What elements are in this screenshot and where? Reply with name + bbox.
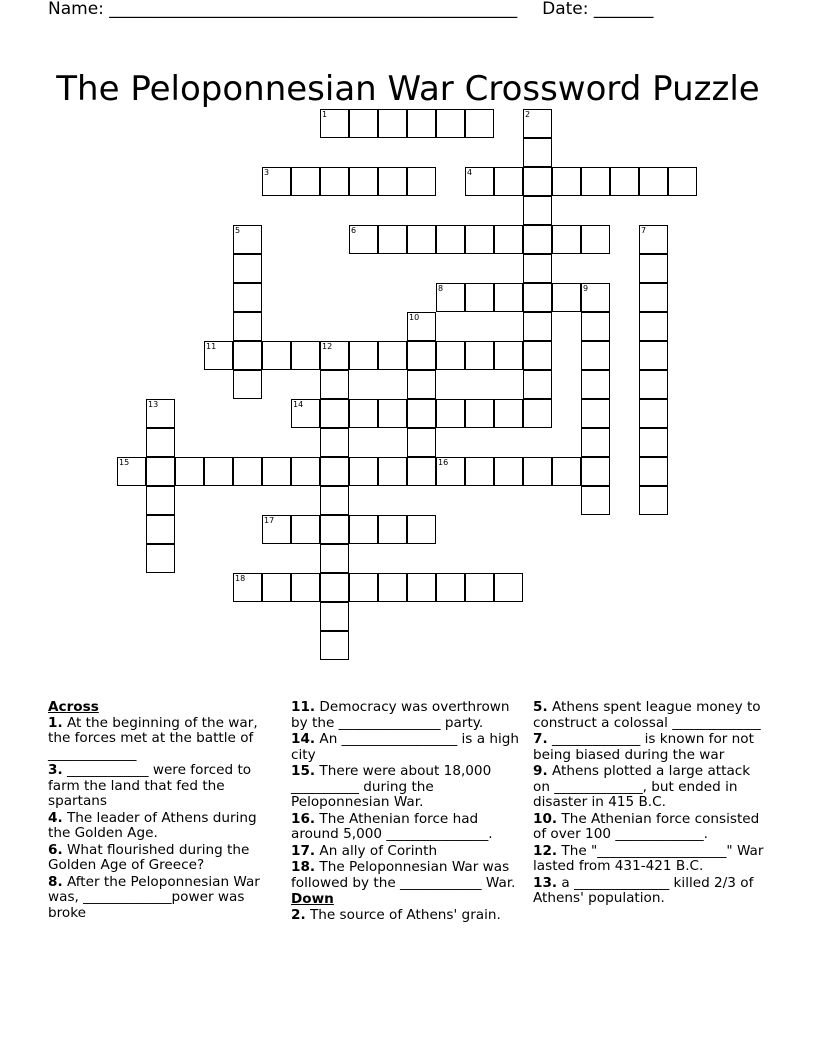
clue-text: Democracy was overthrown by the _______________ party. [291, 699, 510, 731]
grid-cell[interactable] [146, 544, 175, 573]
grid-cell[interactable] [523, 167, 552, 196]
clue-item [291, 764, 523, 811]
clue-number: 8 [438, 284, 444, 293]
grid-cell[interactable] [291, 573, 320, 602]
grid-cell[interactable] [465, 457, 494, 486]
clue-text: Athens spent league money to construct a colossal _____________ [533, 699, 761, 731]
grid-cell[interactable] [639, 283, 668, 312]
grid-cell[interactable] [349, 457, 378, 486]
grid-cell[interactable] [465, 573, 494, 602]
grid-cell[interactable] [407, 515, 436, 544]
grid-cell[interactable] [320, 515, 349, 544]
name-blank[interactable]: ________________________________________________ [109, 0, 518, 19]
clue-number: 12 [322, 342, 333, 351]
clue-item [533, 812, 765, 843]
grid-cell[interactable] [581, 428, 610, 457]
clues-column-3 [533, 700, 765, 908]
clue-text: There were about 18,000 __________ during the Peloponnesian War. [291, 763, 492, 810]
grid-cell[interactable] [581, 457, 610, 486]
grid-cell[interactable] [233, 341, 262, 370]
clue-number-label: 18. [291, 859, 316, 875]
grid-cell[interactable] [320, 544, 349, 573]
clue-number-label: 4. [48, 809, 63, 826]
grid-cell[interactable] [581, 341, 610, 370]
grid-cell[interactable] [436, 573, 465, 602]
grid-cell[interactable] [146, 515, 175, 544]
clue-number-label: 14. [291, 731, 316, 747]
grid-cell[interactable] [523, 457, 552, 486]
date-label: Date: [542, 0, 589, 19]
grid-cell[interactable] [320, 457, 349, 486]
clue-number: 6 [351, 226, 357, 235]
clue-number-label: 16. [291, 810, 316, 827]
grid-cell[interactable] [320, 399, 349, 428]
clues-section-heading: Down [291, 891, 334, 907]
grid-cell[interactable] [262, 573, 291, 602]
grid-cell[interactable] [291, 399, 320, 428]
clue-item [291, 860, 523, 891]
grid-cell[interactable] [407, 457, 436, 486]
grid-cell[interactable] [349, 341, 378, 370]
clue-text: Athens plotted a large attack on _____________, but ended in disaster in 415 B.C. [533, 763, 751, 810]
grid-cell[interactable] [552, 457, 581, 486]
grid-cell[interactable] [639, 486, 668, 515]
clue-number: 1 [322, 110, 328, 119]
grid-cell[interactable] [494, 457, 523, 486]
grid-cell[interactable] [175, 457, 204, 486]
clue-number: 2 [525, 110, 531, 119]
grid-cell[interactable] [436, 399, 465, 428]
grid-cell[interactable] [320, 573, 349, 602]
grid-cell[interactable] [349, 225, 378, 254]
page-title: The Peloponnesian War Crossword Puzzle [56, 68, 760, 109]
grid-cell[interactable] [494, 573, 523, 602]
grid-cell[interactable] [407, 341, 436, 370]
grid-cell[interactable] [639, 341, 668, 370]
clue-item [533, 764, 765, 811]
grid-cell[interactable] [233, 573, 262, 602]
clue-number: 11 [206, 342, 217, 351]
grid-cell[interactable] [233, 457, 262, 486]
grid-cell[interactable] [581, 370, 610, 399]
clue-number-label: 5. [533, 699, 548, 715]
grid-cell[interactable] [552, 225, 581, 254]
grid-cell[interactable] [378, 167, 407, 196]
grid-cell[interactable] [146, 457, 175, 486]
clue-text: _____________ is known for not being biased during the war [533, 731, 754, 763]
grid-cell[interactable] [523, 312, 552, 341]
date-blank[interactable]: _______ [593, 0, 654, 19]
grid-cell[interactable] [378, 225, 407, 254]
grid-cell[interactable] [668, 167, 697, 196]
grid-cell[interactable] [349, 515, 378, 544]
clue-text: An _________________ is a high city [291, 731, 519, 763]
grid-cell[interactable] [378, 399, 407, 428]
name-label: Name: [48, 0, 104, 19]
grid-cell[interactable] [349, 399, 378, 428]
clue-number-label: 6. [48, 841, 63, 858]
grid-cell[interactable] [291, 167, 320, 196]
grid-cell[interactable] [581, 399, 610, 428]
clue-text: The "___________________" War lasted from 431-421 B.C. [533, 842, 764, 874]
grid-cell[interactable] [320, 428, 349, 457]
grid-cell[interactable] [639, 457, 668, 486]
grid-cell[interactable] [320, 341, 349, 370]
grid-cell[interactable] [639, 312, 668, 341]
clue-text: The source of Athens' grain. [305, 906, 501, 923]
grid-cell[interactable] [581, 225, 610, 254]
clue-number-label: 7. [533, 731, 548, 747]
clue-number: 7 [641, 226, 647, 235]
grid-cell[interactable] [494, 283, 523, 312]
grid-cell[interactable] [465, 399, 494, 428]
grid-cell[interactable] [436, 283, 465, 312]
clue-text: The Peloponnesian War was followed by the ____________ War. [291, 859, 516, 891]
grid-cell[interactable] [233, 225, 262, 254]
grid-cell[interactable] [494, 167, 523, 196]
clue-text: After the Peloponnesian War was, _____________power was broke [48, 873, 260, 921]
grid-cell[interactable] [494, 399, 523, 428]
clue-text: The leader of Athens during the Golden Age. [48, 809, 257, 841]
grid-cell[interactable] [233, 283, 262, 312]
grid-cell[interactable] [204, 341, 233, 370]
grid-cell[interactable] [320, 109, 349, 138]
clue-number-label: 11. [291, 699, 316, 715]
grid-cell[interactable] [639, 399, 668, 428]
clue-number-label: 12. [533, 842, 558, 859]
grid-cell[interactable] [407, 399, 436, 428]
clue-number: 10 [409, 313, 420, 322]
clue-number-label: 9. [533, 763, 548, 779]
clue-number: 15 [119, 458, 130, 467]
grid-cell[interactable] [494, 341, 523, 370]
grid-cell[interactable] [639, 254, 668, 283]
grid-cell[interactable] [291, 515, 320, 544]
grid-cell[interactable] [436, 225, 465, 254]
grid-cell[interactable] [320, 167, 349, 196]
clues-section-heading: Across [48, 699, 99, 715]
clue-item [533, 844, 765, 875]
clue-item [48, 811, 280, 842]
clue-text: a ______________ killed 2/3 of Athens' population. [533, 874, 754, 906]
grid-cell[interactable] [523, 196, 552, 225]
clue-text: The Athenian force had around 5,000 _______________. [291, 810, 493, 842]
grid-cell[interactable] [378, 457, 407, 486]
grid-cell[interactable] [523, 254, 552, 283]
grid-cell[interactable] [523, 283, 552, 312]
grid-cell[interactable] [523, 225, 552, 254]
grid-cell[interactable] [639, 428, 668, 457]
grid-cell[interactable] [523, 138, 552, 167]
grid-cell[interactable] [523, 399, 552, 428]
grid-cell[interactable] [465, 109, 494, 138]
clue-item [291, 908, 523, 924]
clue-number-label: 13. [533, 874, 558, 891]
grid-cell[interactable] [117, 457, 146, 486]
clue-number-label: 2. [291, 906, 306, 923]
grid-cell[interactable] [349, 109, 378, 138]
grid-cell[interactable] [262, 167, 291, 196]
clue-number-label: 8. [48, 873, 63, 890]
grid-cell[interactable] [436, 109, 465, 138]
grid-cell[interactable] [407, 109, 436, 138]
grid-cell[interactable] [523, 370, 552, 399]
clues-column-1 [48, 700, 280, 922]
clue-number: 17 [264, 516, 275, 525]
clue-number: 14 [293, 400, 304, 409]
grid-cell[interactable] [320, 602, 349, 631]
grid-cell[interactable] [581, 167, 610, 196]
clues-column-2 [291, 700, 523, 924]
grid-cell[interactable] [523, 341, 552, 370]
grid-cell[interactable] [320, 631, 349, 660]
grid-cell[interactable] [349, 573, 378, 602]
grid-cell[interactable] [291, 457, 320, 486]
grid-cell[interactable] [581, 312, 610, 341]
grid-cell[interactable] [465, 283, 494, 312]
grid-cell[interactable] [146, 486, 175, 515]
clue-number: 13 [148, 400, 159, 409]
grid-cell[interactable] [407, 428, 436, 457]
grid-cell[interactable] [552, 167, 581, 196]
grid-cell[interactable] [581, 486, 610, 515]
grid-cell[interactable] [494, 225, 523, 254]
clue-item [291, 732, 523, 763]
grid-cell[interactable] [581, 283, 610, 312]
clue-item [533, 732, 765, 763]
grid-cell[interactable] [233, 370, 262, 399]
clue-number: 4 [467, 168, 473, 177]
clue-text: The Athenian force consisted of over 100 _____________. [533, 810, 760, 842]
grid-cell[interactable] [146, 428, 175, 457]
clue-item [48, 716, 280, 763]
grid-cell[interactable] [552, 283, 581, 312]
clue-number-label: 3. [48, 762, 63, 778]
grid-cell[interactable] [291, 341, 320, 370]
grid-cell[interactable] [407, 370, 436, 399]
clue-text: ____________ were forced to farm the land that fed the spartans [48, 762, 252, 809]
grid-cell[interactable] [407, 312, 436, 341]
grid-cell[interactable] [262, 515, 291, 544]
grid-cell[interactable] [639, 167, 668, 196]
clue-number: 18 [235, 574, 246, 583]
grid-cell[interactable] [465, 167, 494, 196]
clue-number: 9 [583, 284, 589, 293]
grid-cell[interactable] [523, 109, 552, 138]
grid-cell[interactable] [378, 341, 407, 370]
clue-number-label: 10. [533, 810, 558, 827]
grid-cell[interactable] [610, 167, 639, 196]
grid-cell[interactable] [262, 341, 291, 370]
grid-cell[interactable] [233, 254, 262, 283]
grid-cell[interactable] [436, 341, 465, 370]
clue-number: 16 [438, 458, 449, 467]
grid-cell[interactable] [262, 457, 291, 486]
grid-cell[interactable] [378, 573, 407, 602]
clue-item [533, 876, 765, 907]
grid-cell[interactable] [233, 312, 262, 341]
grid-cell[interactable] [320, 370, 349, 399]
clue-text: What flourished during the Golden Age of Greece? [48, 841, 250, 873]
clue-item [291, 844, 523, 860]
clue-number-label: 1. [48, 714, 63, 731]
grid-cell[interactable] [639, 225, 668, 254]
clue-number-label: 17. [291, 842, 316, 859]
grid-cell[interactable] [407, 225, 436, 254]
grid-cell[interactable] [349, 167, 378, 196]
clue-text: An ally of Corinth [315, 842, 438, 859]
clue-number: 5 [235, 226, 241, 235]
clue-text: At the beginning of the war, the forces met at the battle of _____________ [48, 714, 258, 762]
clue-number: 3 [264, 168, 270, 177]
grid-cell[interactable] [465, 225, 494, 254]
grid-cell[interactable] [407, 573, 436, 602]
clue-item [48, 843, 280, 874]
grid-cell[interactable] [320, 486, 349, 515]
grid-cell[interactable] [204, 457, 233, 486]
grid-cell[interactable] [436, 457, 465, 486]
clue-item [48, 763, 280, 810]
grid-cell[interactable] [465, 341, 494, 370]
clue-number-label: 15. [291, 763, 316, 779]
grid-cell[interactable] [378, 515, 407, 544]
grid-cell[interactable] [407, 167, 436, 196]
clue-item [291, 700, 523, 731]
grid-cell[interactable] [378, 109, 407, 138]
grid-cell[interactable] [639, 370, 668, 399]
clue-item [48, 875, 280, 922]
clue-item [291, 812, 523, 843]
grid-cell[interactable] [146, 399, 175, 428]
clue-item [533, 700, 765, 731]
